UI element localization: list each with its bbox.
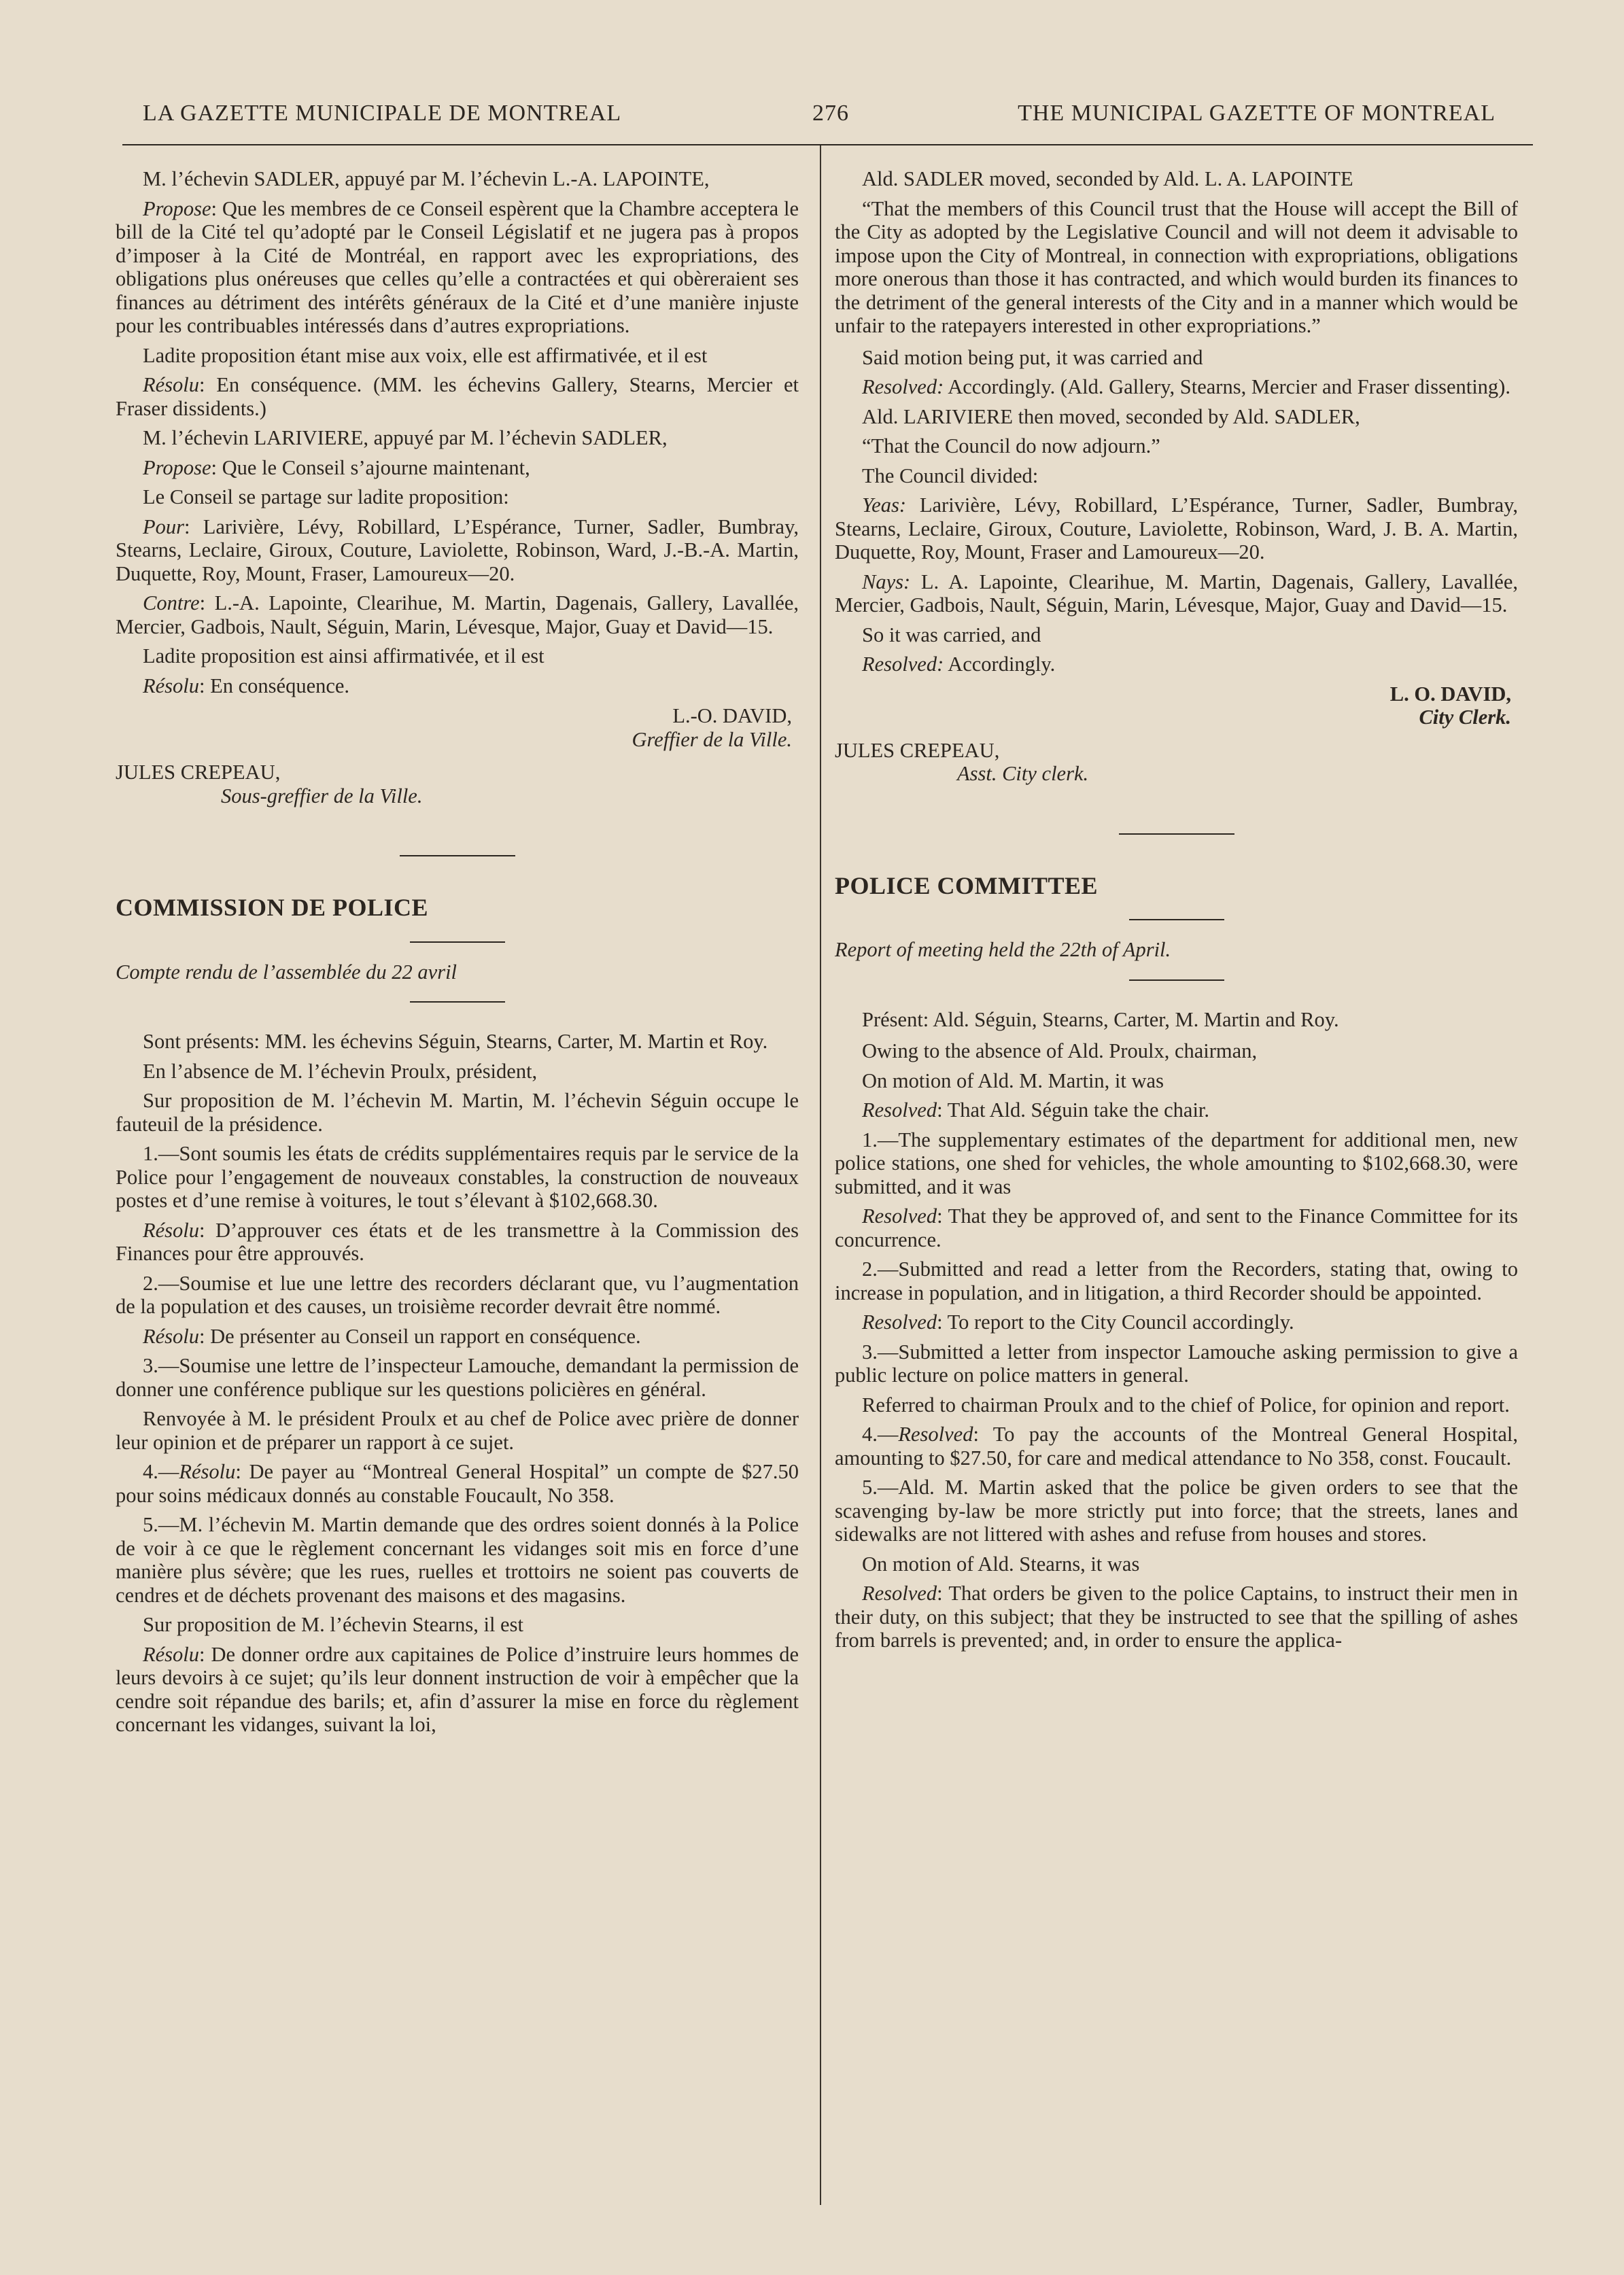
section-subtitle: Compte rendu de l’assemblée du 22 avril bbox=[116, 960, 457, 984]
paragraph: Propose: Que le Conseil s’ajourne maintenant, bbox=[143, 455, 530, 479]
section-title: COMMISSION DE POLICE bbox=[116, 894, 429, 921]
paragraph: 1.—The supplementary estimates of the department for additional men, new police stations, one shed for vehicles, the whole amounting to $102,668.30, were submitted, and it was bbox=[835, 1128, 1518, 1198]
paragraph: On motion of Ald. M. Martin, it was bbox=[862, 1069, 1164, 1092]
english-column bbox=[835, 167, 1518, 1659]
paragraph: Sur proposition de M. l’échevin Stearns, il est bbox=[143, 1613, 523, 1636]
paragraph: The Council divided: bbox=[862, 464, 1039, 487]
paragraph: Résolu: En conséquence. bbox=[143, 674, 350, 697]
paragraph: On motion of Ald. Stearns, it was bbox=[862, 1552, 1140, 1576]
paragraph: Nays: L. A. Lapointe, Clearihue, M. Martin, Dagenais, Gallery, Lavallée, Mercier, Gadbois, Nault, Séguin, Marin, Lévesque, Major, Guay and David—15. bbox=[835, 570, 1518, 616]
signature-name: JULES CREPEAU, bbox=[835, 738, 1000, 762]
paragraph: Yeas: Larivière, Lévy, Robillard, L’Espérance, Turner, Sadler, Bumbray, Stearns, Leclaire, Giroux, Couture, Laviolette, Robinson, Ward, J. B. A. Martin, Duquette, Roy, Mount, Fraser and Lamoureux—20. bbox=[835, 493, 1518, 563]
paragraph: Présent: Ald. Séguin, Stearns, Carter, M. Martin and Roy. bbox=[862, 1007, 1339, 1031]
paragraph: Resolved: Accordingly. (Ald. Gallery, Stearns, Mercier and Fraser dissenting). bbox=[862, 375, 1510, 398]
paragraph: Owing to the absence of Ald. Proulx, chairman, bbox=[862, 1039, 1258, 1062]
paragraph: Sur proposition de M. l’échevin M. Martin, M. l’échevin Séguin occupe le fauteuil de la présidence. bbox=[116, 1089, 799, 1136]
paragraph: Ladite proposition est ainsi affirmativée, et il est bbox=[143, 644, 545, 667]
header-rule bbox=[122, 144, 1533, 145]
paragraph: 2.—Soumise et lue une lettre des recorders déclarant que, vu l’augmentation de la population et des causes, un troisième recorder devrait être nommé. bbox=[116, 1271, 799, 1318]
paragraph: Résolu: En conséquence. (MM. les échevins Gallery, Stearns, Mercier et Fraser dissidents.) bbox=[116, 373, 799, 420]
paragraph: En l’absence de M. l’échevin Proulx, président, bbox=[143, 1059, 538, 1083]
paragraph: “That the members of this Council trust that the House will accept the Bill of the City as adopted by the Legislative Council and will not deem it advisable to impose upon the City of Montreal, in connection with expropriations, obligations more onerous than those it has contracted, and which would burden its finances to the detriment of the general interests of the City and in a manner which would be unfair to the ratepayers interested in other expropriations.” bbox=[835, 196, 1518, 337]
paragraph: Resolved: That orders be given to the police Captains, to instruct their men in their duty, on this subject; that they be instructed to see that the spilling of ashes from barrels is prevented; and, in order to ensure the applica- bbox=[835, 1582, 1518, 1652]
paragraph: Resolved: Accordingly. bbox=[862, 653, 1056, 676]
paragraph: 1.—Sont soumis les états de crédits supplémentaires requis par le service de la Police pour l’engagement de nouveaux constables, la construction de nouveaux postes et d’une remise à voitures, le tout s’élevant à $102,668.30. bbox=[116, 1142, 799, 1212]
section-subtitle: Report of meeting held the 22th of April. bbox=[835, 938, 1171, 961]
paragraph: 3.—Submitted a letter from inspector Lamouche asking permission to give a public lecture on police matters in general. bbox=[835, 1340, 1518, 1387]
separator-rule bbox=[400, 855, 515, 856]
page-header bbox=[143, 101, 1496, 131]
paragraph: Ladite proposition étant mise aux voix, elle est affirmativée, et il est bbox=[143, 343, 708, 367]
page-number: 276 bbox=[812, 101, 849, 126]
paragraph: “That the Council do now adjourn.” bbox=[862, 434, 1160, 457]
paragraph: Résolu: De présenter au Conseil un rapport en conséquence. bbox=[143, 1324, 641, 1348]
section-title: POLICE COMMITTEE bbox=[835, 871, 1099, 899]
separator-rule bbox=[410, 941, 505, 943]
signature-title: Greffier de la Ville. bbox=[632, 727, 792, 751]
paragraph: 5.—Ald. M. Martin asked that the police be given orders to see that the scavenging by-law be more strictly put into force; that the streets, lanes and sidewalks are not littered with ashes and refuse from houses and stores. bbox=[835, 1476, 1518, 1546]
header-french-title: LA GAZETTE MUNICIPALE DE MONTREAL bbox=[143, 101, 622, 126]
signature-title: Sous-greffier de la Ville. bbox=[221, 784, 423, 807]
separator-rule bbox=[1129, 979, 1224, 981]
separator-rule bbox=[410, 1001, 505, 1003]
paragraph: Resolved: That Ald. Séguin take the chair. bbox=[862, 1098, 1210, 1122]
paragraph: Resolved: That they be approved of, and sent to the Finance Committee for its concurrence. bbox=[835, 1204, 1518, 1251]
paragraph: Resolved: To report to the City Council accordingly. bbox=[862, 1310, 1294, 1334]
paragraph: Résolu: De donner ordre aux capitaines de Police d’instruire leurs hommes de leurs devoirs à ce sujet; qu’ils leur donnent instruction de voir à empêcher que la cendre soit répandue des barils; et, afin d’assurer la mise en force du règlement concernant les vidanges, suivant la loi, bbox=[116, 1642, 799, 1736]
column-divider bbox=[820, 145, 821, 2205]
signature-title: Asst. City clerk. bbox=[957, 762, 1089, 785]
separator-rule bbox=[1129, 919, 1224, 920]
signature-name: L.-O. DAVID, bbox=[672, 704, 792, 727]
paragraph: So it was carried, and bbox=[862, 623, 1041, 646]
paragraph: Pour: Larivière, Lévy, Robillard, L’Espérance, Turner, Sadler, Bumbray, Stearns, Leclaire, Giroux, Couture, Laviolette, Robinson, Ward, J.-B.-A. Martin, Duquette, Roy, Mount, Fraser, Lamoureux—20. bbox=[116, 515, 799, 585]
paragraph: Propose: Que les membres de ce Conseil espèrent que la Chambre acceptera le bill de la Cité tel qu’adopté par le Conseil Législatif et ne jugera pas à propos d’imposer à la Cité de Montréal, en rapport avec les expropriations, des obligations plus onéreuses que celles qu’elle a contractées et qui obèreraient ses finances au détriment des intérêts généraux de la Cité et d’une manière injuste pour les contribuables intéressés dans d’autres expropriations. bbox=[116, 196, 799, 337]
paragraph: Ald. SADLER moved, seconded by Ald. L. A. LAPOINTE bbox=[862, 167, 1353, 190]
signature-name: JULES CREPEAU, bbox=[116, 761, 281, 784]
paragraph: 4.—Résolu: De payer au “Montreal General Hospital” un compte de $27.50 pour soins médicaux donnés au constable Foucault, No 358. bbox=[116, 1460, 799, 1507]
paragraph: Résolu: D’approuver ces états et de les transmettre à la Commission des Finances pour être approuvés. bbox=[116, 1218, 799, 1265]
signature-title: City Clerk. bbox=[1419, 706, 1511, 729]
separator-rule bbox=[1119, 833, 1234, 835]
paragraph: M. l’échevin SADLER, appuyé par M. l’échevin L.-A. LAPOINTE, bbox=[143, 167, 710, 190]
paragraph: Le Conseil se partage sur ladite proposition: bbox=[143, 485, 509, 508]
paragraph: Renvoyée à M. le président Proulx et au chef de Police avec prière de donner leur opinion et de préparer un rapport à ce sujet. bbox=[116, 1407, 799, 1454]
french-column bbox=[116, 167, 799, 1743]
paragraph: Ald. LARIVIERE then moved, seconded by Ald. SADLER, bbox=[862, 404, 1360, 428]
paragraph: 3.—Soumise une lettre de l’inspecteur Lamouche, demandant la permission de donner une conférence publique sur les questions policières en général. bbox=[116, 1354, 799, 1401]
paragraph: Sont présents: MM. les échevins Séguin, Stearns, Carter, M. Martin et Roy. bbox=[143, 1030, 768, 1053]
paragraph: Said motion being put, it was carried and bbox=[862, 345, 1203, 369]
paragraph: M. l’échevin LARIVIERE, appuyé par M. l’échevin SADLER, bbox=[143, 426, 668, 449]
paragraph: Contre: L.-A. Lapointe, Clearihue, M. Martin, Dagenais, Gallery, Lavallée, Mercier, Gadbois, Nault, Séguin, Marin, Lévesque, Major, Guay et David—15. bbox=[116, 591, 799, 638]
paragraph: 4.—Resolved: To pay the accounts of the Montreal General Hospital, amounting to $27.50, for care and medical attendance to No 358, const. Foucault. bbox=[835, 1423, 1518, 1470]
paragraph: Referred to chairman Proulx and to the chief of Police, for opinion and report. bbox=[862, 1393, 1510, 1417]
header-english-title: THE MUNICIPAL GAZETTE OF MONTREAL bbox=[1018, 101, 1496, 126]
signature-name: L. O. DAVID, bbox=[1389, 682, 1511, 706]
paragraph: 2.—Submitted and read a letter from the Recorders, stating that, owing to increase in population, and in litigation, a third Recorder should be appointed. bbox=[835, 1257, 1518, 1304]
paragraph: 5.—M. l’échevin M. Martin demande que des ordres soient donnés à la Police de voir à ce que le règlement concernant les vidanges soit mis en force d’une manière plus sévère; que les rues, ruelles et trottoirs ne soient pas couverts de cendres et de déchets provenant des maisons et des magasins. bbox=[116, 1513, 799, 1607]
